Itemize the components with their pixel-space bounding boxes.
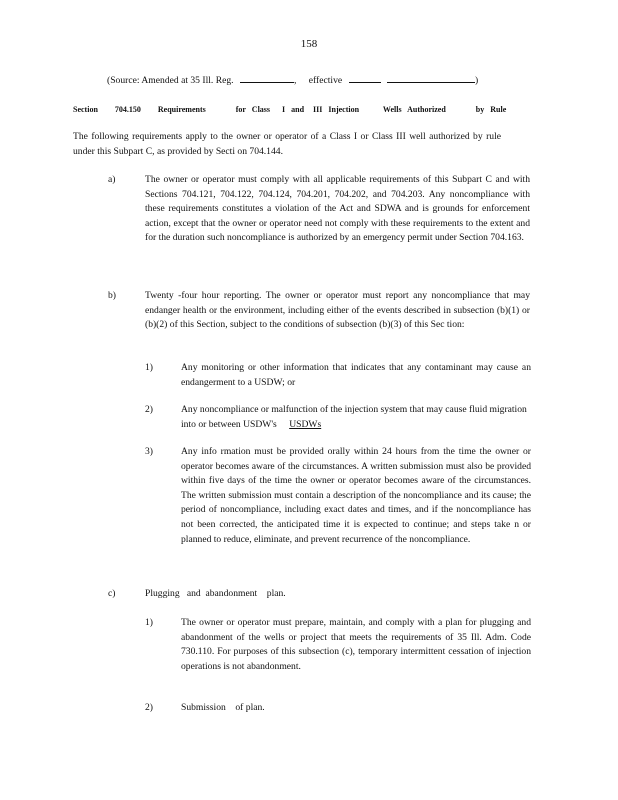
item-b2-text-block (181, 403, 531, 432)
item-b2-label: 2) (145, 404, 153, 415)
item-c1-label: 1) (145, 617, 153, 628)
page-number: 158 (300, 38, 318, 50)
item-c2-text: Submission of plan. (181, 702, 265, 713)
item-b3-label: 3) (145, 446, 153, 457)
item-b2-text: Any noncompliance or malfunction of the injection system that may cause fluid migration into or between USDW's (181, 404, 527, 430)
source-note: (Source: Amended at 35 Ill. Reg. , effective ) (107, 72, 478, 89)
item-b1-text: Any monitoring or other information that indicates that any contaminant may cause an endangerment to a USDW; or (181, 362, 531, 388)
effective-blank-long (387, 72, 475, 83)
item-c-label: c) (108, 588, 116, 599)
intro-paragraph: The following requirements apply to the owner or operator of a Class I or Class III well authorized by rule under this Subpart C, as provided by Secti on 704.144. (73, 131, 501, 157)
section-number: 704.150 (114, 105, 141, 114)
item-c1-text: The owner or operator must prepare, maintain, and comply with a plan for plugging and abandonment of the wells or project that meets the requirements of 35 Ill. Adm. Code 730.110. For purposes of this subsection (c), temporary intermittent cessation of injection operations is not abandonment. (181, 617, 531, 672)
item-b2-underlined: USDWs (289, 418, 322, 430)
section-label: Section (73, 105, 98, 114)
item-c-text: Plugging and abandonment plan. (145, 588, 286, 599)
item-a-label: a) (108, 174, 116, 185)
item-b3-text: Any info rmation must be provided orally within 24 hours from the time the owner or operator becomes aware of the circumstances. A written submission must also be provided within five days of the time the owner or operator becomes aware of the circumstances. The written submission must contain a description of the noncompliance and its cause; the period of noncompliance, including exact dates and times, and if the noncompliance has not been corrected, the anticipated time it is expected to continue; and steps take n or planned to reduce, eliminate, and prevent recurrence of the noncompliance. (181, 446, 531, 545)
item-a-text: The owner or operator must comply with all applicable requirements of this Subpart C and with Sections 704.121, 704.122, 704.124, 704.201, 704.202, and 704.203. Any noncompliance with these requirements constitutes a violation of the Act and SDWA and is grounds for enforcement action, except that the owner or operator need not comply with these requirements to the extent and for the duration such noncompliance is authorized by an emergency permit under Section 704.163. (145, 174, 530, 244)
section-title: Requirements for Class I and III Injection Wells Authorized by Rule (157, 105, 507, 114)
item-b-text: Twenty -four hour reporting. The owner or operator must report any noncompliance that may endanger health or the environment, including either of the events described in subsection (b)(1) or (b)(2) of this Section, subject to the conditions of subsection (b)(3) of this Sec tion: (145, 290, 530, 331)
source-suffix: ) (474, 75, 479, 86)
section-heading (73, 103, 513, 118)
source-prefix: (Source: Amended at 35 Ill. Reg. (107, 75, 234, 86)
register-blank (240, 72, 294, 83)
item-c2-label: 2) (145, 702, 153, 713)
effective-blank-short (349, 72, 381, 83)
effective-label: effective (308, 75, 343, 86)
item-b-label: b) (108, 290, 116, 301)
item-b1-label: 1) (145, 362, 153, 373)
